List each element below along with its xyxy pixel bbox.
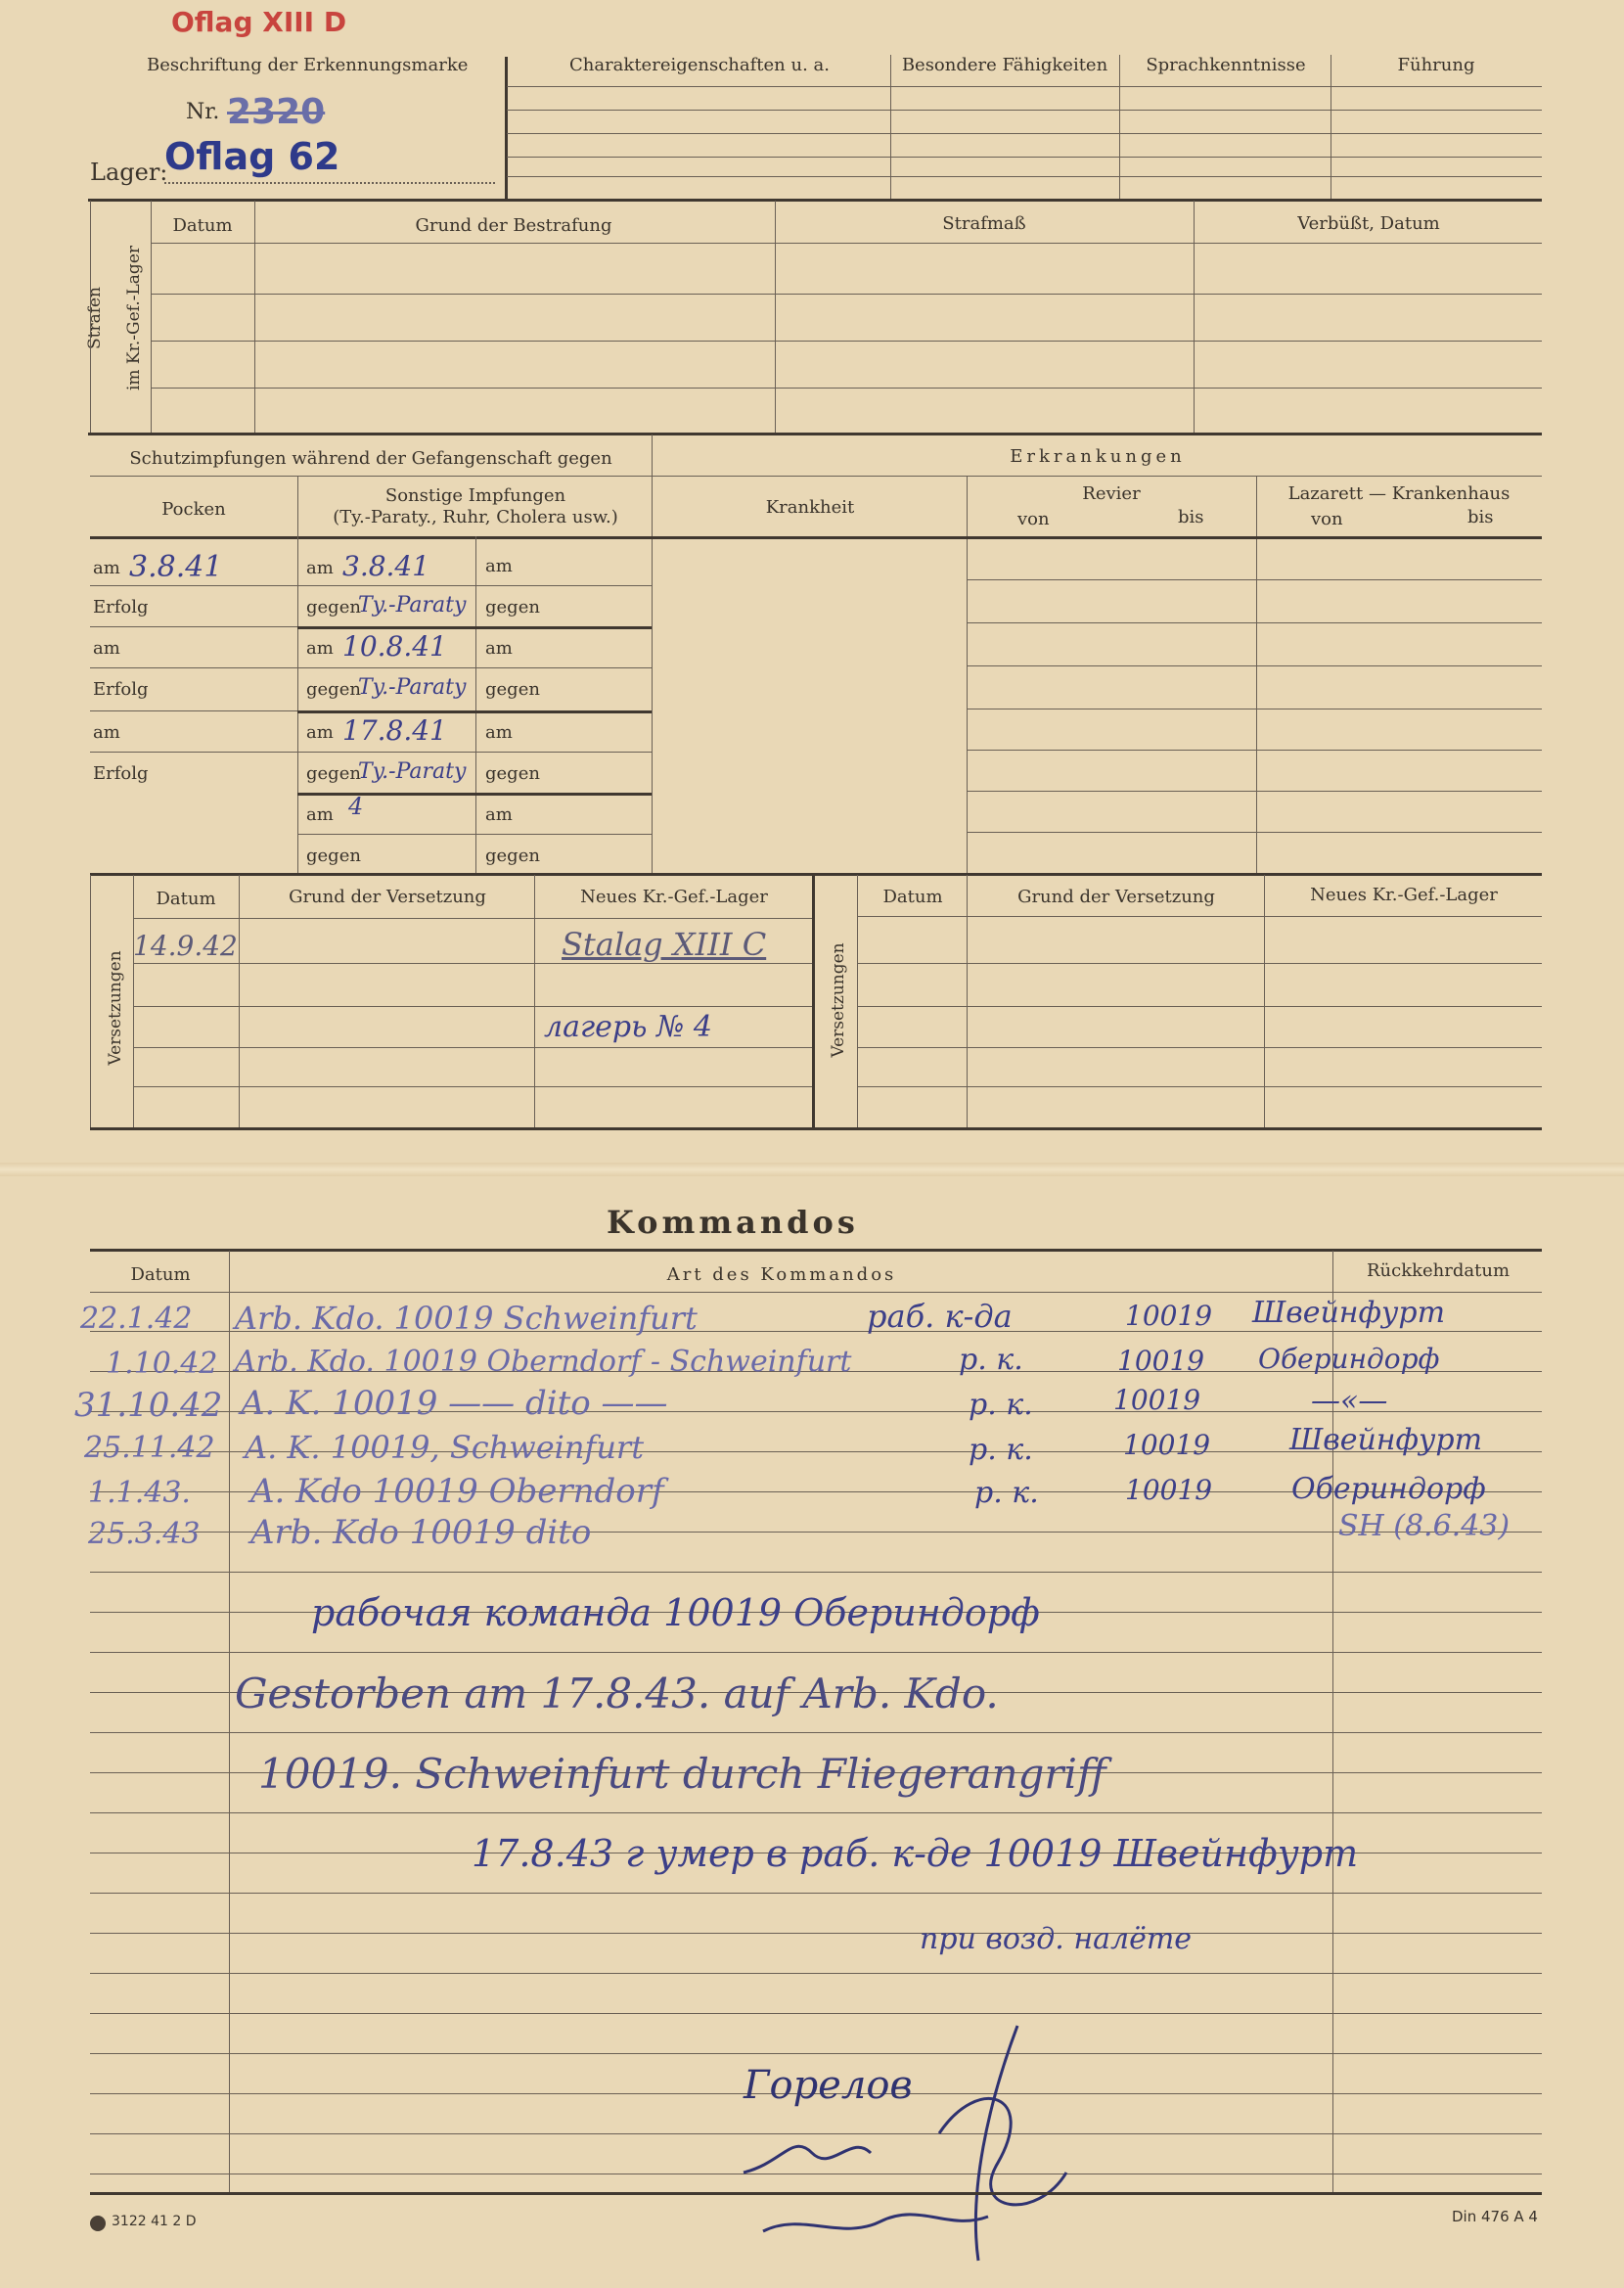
kdo-row-4-right: Швейнфурт	[1289, 1423, 1483, 1457]
kdo-row-4-ru: р. к.	[969, 1433, 1033, 1467]
kdo-row-4-text: A. K. 10019, Schweinfurt	[245, 1429, 645, 1466]
impf3-am: am	[306, 722, 334, 743]
col3-am-2: am	[485, 638, 513, 659]
kdo-row-1-right: Швейнфурт	[1252, 1296, 1446, 1330]
kdo-row-1-num: 10019	[1125, 1300, 1213, 1332]
kdo-row-6-date: 25.3.43	[88, 1517, 201, 1551]
kdo-row-3-num: 10019	[1113, 1384, 1201, 1416]
impf1-date: 3.8.41	[342, 550, 430, 582]
vers-col-lager-1: Neues Kr.-Gef.-Lager	[580, 887, 768, 907]
nr-value: 2320	[227, 92, 326, 132]
kdo-row-4-date: 25.11.42	[84, 1431, 215, 1465]
signature-scribble	[724, 2016, 1096, 2270]
ruled-line	[90, 1652, 1542, 1653]
kdo-row-5-num: 10019	[1125, 1474, 1213, 1506]
erkennungsmarke-label: Beschriftung der Erkennungsmarke	[147, 55, 469, 75]
kdo-row-5-ru: р. к.	[974, 1476, 1039, 1510]
header-divider	[505, 57, 508, 199]
kdo-line-ru-1: рабочая команда 10019 Обериндорф	[311, 1591, 1040, 1634]
strafen-col-datum: Datum	[172, 215, 233, 236]
ruled-line	[90, 1933, 1542, 1934]
kdo-row-3-right: —«—	[1311, 1384, 1388, 1418]
lager-label: Lager:	[90, 159, 168, 186]
lazarett-label: Lazarett — Krankenhaus	[1287, 483, 1511, 504]
kdo-row-1-date: 22.1.42	[80, 1302, 193, 1336]
kdo-row-2-date: 1.10.42	[106, 1347, 218, 1381]
impf3-date: 17.8.41	[342, 714, 447, 747]
vers-russian: лагерь № 4	[544, 1010, 712, 1044]
vers-col-datum-1: Datum	[156, 889, 216, 909]
lager-stamp: Oflag 62	[164, 135, 340, 178]
revier-von: von	[1017, 509, 1050, 529]
kdo-row-2-right: Обериндорф	[1258, 1343, 1440, 1375]
signature: Горелов	[744, 2063, 913, 2108]
kdo-line-ru-2: 17.8.43 г умер в раб. к-де 10019 Швейнфурт	[472, 1832, 1359, 1875]
lager-dotted-line	[164, 182, 495, 184]
col3-am-1: am	[485, 556, 513, 576]
header-col-sprachen: Sprachkenntnisse	[1146, 55, 1306, 75]
sonstige-label-1: Sonstige Impfungen	[384, 485, 566, 506]
sonstige-label-2: (Ty.-Paraty., Ruhr, Cholera usw.)	[333, 507, 618, 527]
ruled-line	[90, 1973, 1542, 1974]
strafen-col-grund: Grund der Bestrafung	[415, 215, 612, 236]
lazarett-bis: bis	[1467, 507, 1494, 527]
impf1-am: am	[306, 558, 334, 578]
ruled-line	[90, 1572, 1542, 1573]
kdo-row-2-num: 10019	[1117, 1345, 1205, 1377]
pocken-date: 3.8.41	[129, 550, 223, 584]
vers-col-grund-1: Grund der Versetzung	[289, 887, 486, 907]
kdo-row-5-date: 1.1.43.	[88, 1476, 191, 1510]
footer-left-code: 3122 41 2 D	[112, 2214, 197, 2229]
impf2-against: Ty.-Paraty	[358, 675, 467, 700]
vers-side-label-1: Versetzungen	[106, 950, 125, 1066]
header-col-fuehrung: Führung	[1397, 55, 1475, 75]
col3-am-3: am	[485, 722, 513, 743]
strafen-col-verbuesst: Verbüßt, Datum	[1297, 213, 1440, 234]
impfungen-title: Schutzimpfungen während der Gefangenschaft gegen	[129, 448, 612, 469]
impf1-gegen: gegen	[306, 597, 361, 618]
kdo-row-1-ru: раб. к-да	[867, 1298, 1013, 1335]
pocken-label: Pocken	[161, 499, 226, 520]
impf1-against: Ty.-Paraty	[358, 593, 467, 618]
paper-fold	[0, 1163, 1624, 1176]
strafen-col-strafmass: Strafmaß	[942, 213, 1026, 234]
pocken-erfolg-2: Erfolg	[93, 679, 149, 700]
header-col-charakter: Charaktereigenschaften u. a.	[568, 55, 830, 75]
ruled-line	[90, 1893, 1542, 1894]
impf2-date: 10.8.41	[342, 630, 447, 663]
impf3-gegen: gegen	[306, 763, 361, 784]
pocken-erfolg-3: Erfolg	[93, 763, 149, 784]
ruled-line	[90, 2013, 1542, 2014]
pocken-am-1: am	[93, 558, 120, 578]
revier-label: Revier	[1082, 483, 1141, 504]
vers-lager: Stalag XIII C	[562, 926, 767, 963]
col3-am-4: am	[485, 804, 513, 825]
col3-gegen-3: gegen	[485, 763, 540, 784]
vers-col-datum-2: Datum	[882, 887, 943, 907]
kdo-line-de-1: Gestorben am 17.8.43. auf Arb. Kdo.	[235, 1670, 999, 1717]
kdo-row-4-num: 10019	[1123, 1429, 1211, 1461]
impf4-gegen: gegen	[306, 846, 361, 866]
strafen-side-label-1: Strafen	[85, 286, 105, 350]
kdo-row-3-ru: р. к.	[969, 1388, 1033, 1422]
vers-col-grund-2: Grund der Versetzung	[1017, 887, 1215, 907]
oflag-xiii-d-stamp: Oflag XIII D	[171, 6, 347, 38]
krankheit-label: Krankheit	[765, 497, 855, 518]
col3-gegen-1: gegen	[485, 597, 540, 618]
kdo-row-6-right: SH (8.6.43)	[1338, 1509, 1511, 1543]
kdo-line-ru-3: при возд. налёте	[920, 1922, 1193, 1956]
pocken-am-3: am	[93, 722, 120, 743]
kommandos-col-rueckkehr: Rückkehrdatum	[1366, 1260, 1511, 1281]
col3-gegen-4: gegen	[485, 846, 540, 866]
impf2-gegen: gegen	[306, 679, 361, 700]
vers-date: 14.9.42	[133, 930, 238, 962]
erkrankungen-title: Erkrankungen	[1010, 446, 1186, 467]
kdo-row-2-ru: р. к.	[959, 1343, 1023, 1377]
pocken-am-2: am	[93, 638, 120, 659]
impf2-am: am	[306, 638, 334, 659]
impf4-am: am	[306, 804, 334, 825]
kdo-row-3-date: 31.10.42	[74, 1386, 223, 1425]
kommandos-title: Kommandos	[607, 1204, 859, 1241]
footer-right-code: Din 476 A 4	[1452, 2208, 1538, 2225]
ruled-line	[90, 1732, 1542, 1733]
kdo-row-2-text: Arb. Kdo. 10019 Oberndorf - Schweinfurt	[235, 1345, 852, 1379]
pocken-erfolg-1: Erfolg	[93, 597, 149, 618]
header-col-faehigkeiten: Besondere Fähigkeiten	[901, 55, 1108, 75]
revier-bis: bis	[1178, 507, 1204, 527]
kdo-row-1-text: Arb. Kdo. 10019 Schweinfurt	[235, 1300, 698, 1337]
printer-mark-icon	[90, 2216, 106, 2231]
impf4-date: 4	[348, 793, 364, 820]
kommandos-col-art: Art des Kommandos	[666, 1264, 897, 1285]
vers-col-lager-2: Neues Kr.-Gef.-Lager	[1310, 885, 1498, 905]
kdo-row-3-text: A. K. 10019 —— dito ——	[241, 1384, 668, 1423]
lazarett-von: von	[1311, 509, 1343, 529]
kommandos-col-datum: Datum	[130, 1264, 191, 1285]
strafen-side-label-2: im Kr.-Gef.-Lager	[124, 245, 144, 391]
col3-gegen-2: gegen	[485, 679, 540, 700]
kdo-row-6-text: Arb. Kdo 10019 dito	[250, 1513, 592, 1552]
kdo-row-5-right: Обериндорф	[1291, 1472, 1486, 1506]
ruled-line	[90, 1812, 1542, 1813]
impf3-against: Ty.-Paraty	[358, 759, 467, 784]
vers-side-label-2: Versetzungen	[829, 942, 848, 1058]
kdo-row-5-text: A. Kdo 10019 Oberndorf	[250, 1472, 664, 1511]
nr-label: Nr.	[186, 100, 220, 124]
kdo-line-de-2: 10019. Schweinfurt durch Fliegerangriff	[258, 1750, 1106, 1798]
